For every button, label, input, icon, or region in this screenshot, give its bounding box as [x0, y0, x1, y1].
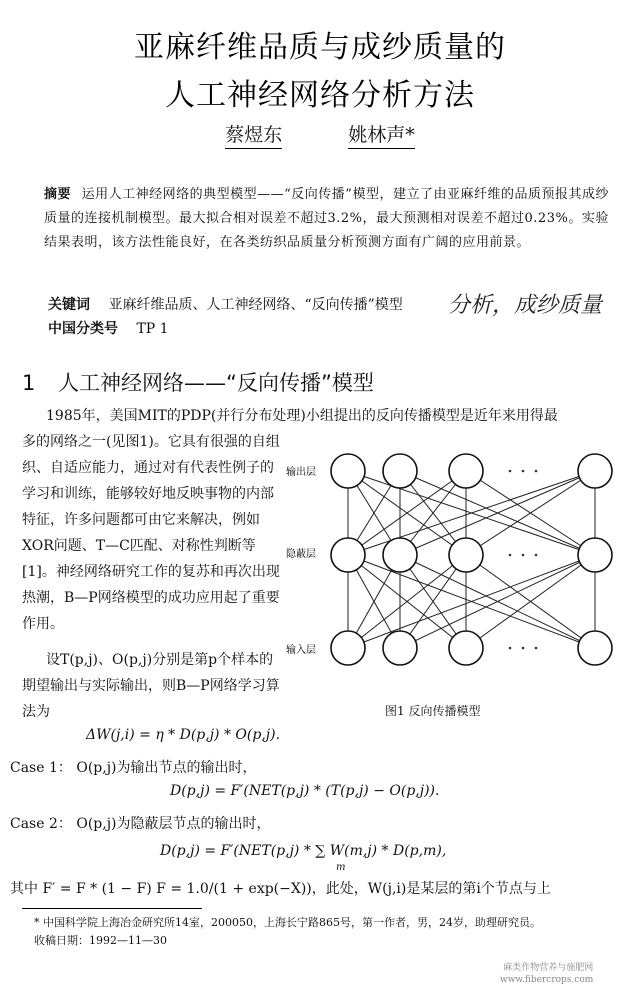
ellipsis-dot [509, 554, 512, 557]
paragraph-2: 设T(p,j)、O(p,j)分别是第p个样本的期望输出与实际输出，则B—P网络学习算法为 [22, 652, 280, 720]
equation-1: ΔW(j,i) = η * D(p,j) * O(p,j). [86, 727, 281, 743]
network-node [331, 538, 365, 572]
abstract-text: 运用人工神经网络的典型模型——“反向传播”模型，建立了由亚麻纤维的品质预报其成纱质量的连接机制模型。最大拟合相对误差不超过3.2%，最大预测相对误差不超过0.23%。实验结果表明，该方法性能良好，在各类纺织品质量分析预测方面有广阔的应用前景。 [44, 187, 609, 250]
abstract [44, 183, 614, 255]
ellipsis-dot [509, 470, 512, 473]
ellipsis-dot [509, 647, 512, 650]
ellipsis-dot [522, 647, 525, 650]
network-node [449, 538, 483, 572]
classification-label: 中国分类号 [48, 321, 118, 337]
watermark-line-2: www.fibercrops.com [500, 975, 594, 985]
network-figure [278, 443, 628, 705]
case-1 [10, 757, 257, 777]
case-2 [10, 813, 271, 833]
footnote-author: * 中国科学院上海冶金研究所14室，200050，上海长宁路865号，第一作者，男，24岁，助理研究员。 [34, 916, 541, 929]
ellipsis-dot [535, 647, 538, 650]
network-node [578, 631, 612, 665]
author-2: 姚林声* [348, 124, 415, 149]
case-1-text: O(p,j)为输出节点的输出时， [76, 760, 257, 776]
paragraph-1-full: 1985年，美国MIT的PDP(并行分布处理)小组提出的反向传播模型是近年来用得最 [46, 408, 558, 424]
ellipsis-dot [535, 554, 538, 557]
layer-label-hidden: 隐蔽层 [286, 549, 316, 560]
case-2-text: O(p,j)为隐蔽层节点的输出时， [76, 816, 271, 832]
classification-line [48, 318, 169, 338]
footnote-received: 收稿日期：1992—11—30 [34, 934, 167, 947]
keywords-label: 关键词 [48, 297, 90, 313]
equation-2: D(p,j) = F′(NET(p,j) * (T(p,j) − O(p,j)). [170, 783, 440, 799]
case-2-label: Case 2： [10, 816, 72, 832]
keywords-text: 亚麻纤维品质、人工神经网络、“反向传播”模型 [108, 297, 403, 313]
network-node [383, 454, 417, 488]
network-node [578, 454, 612, 488]
section-heading [22, 367, 374, 397]
layer-label-output: 输出层 [286, 467, 316, 478]
network-node [383, 631, 417, 665]
case-1-label: Case 1： [10, 760, 72, 776]
network-node [331, 631, 365, 665]
title-line-2: 人工神经网络分析方法 [165, 78, 475, 113]
figure-caption: 图1 反向传播模型 [385, 704, 481, 718]
equation-3: D(p,j) = F′(NET(p,j) * ∑ W(m,j) * D(p,m), [160, 843, 447, 859]
section-number: 1 [22, 371, 36, 395]
paragraph-3: 其中 F′ = F * (1 − F) F = 1.0/(1 + exp(−X))，此处，W(j,i)是某层的第i个节点与上 [10, 881, 551, 897]
paragraph-1-column: 多的网络之一(见图1)。它具有很强的自组织、自适应能力，通过对有代表性例子的学习和训练，能够较好地反映事物的内部特征，许多问题都可由它来解决，例如XOR问题、T—C匹配、对称性判断等[1]。神经网络研究工作的复苏和再次出现热潮，B—P网络模型的成功应用起了重要作用。 [22, 434, 280, 632]
ellipsis-dot [535, 470, 538, 473]
abstract-label: 摘要 [44, 187, 72, 202]
author-1: 蔡煜东 [225, 124, 282, 149]
network-node [331, 454, 365, 488]
network-node [449, 631, 483, 665]
watermark-line-1: 麻类作物营养与施肥网 [503, 963, 594, 973]
equation-3-subscript: m [336, 862, 346, 873]
ellipsis-dot [522, 470, 525, 473]
title-line-1: 亚麻纤维品质与成纱质量的 [134, 30, 506, 65]
authors [0, 120, 640, 147]
watermark [500, 962, 593, 986]
network-node [578, 538, 612, 572]
network-node [383, 538, 417, 572]
layer-label-input: 输入层 [286, 645, 316, 656]
handwritten-note: 分析，成纱质量 [448, 293, 603, 318]
keywords-line [48, 294, 403, 314]
footnote-divider [22, 908, 202, 909]
classification-text: TP 1 [136, 321, 169, 337]
section-title: 人工神经网络——“反向传播”模型 [58, 371, 374, 395]
network-node [449, 454, 483, 488]
ellipsis-dot [522, 554, 525, 557]
